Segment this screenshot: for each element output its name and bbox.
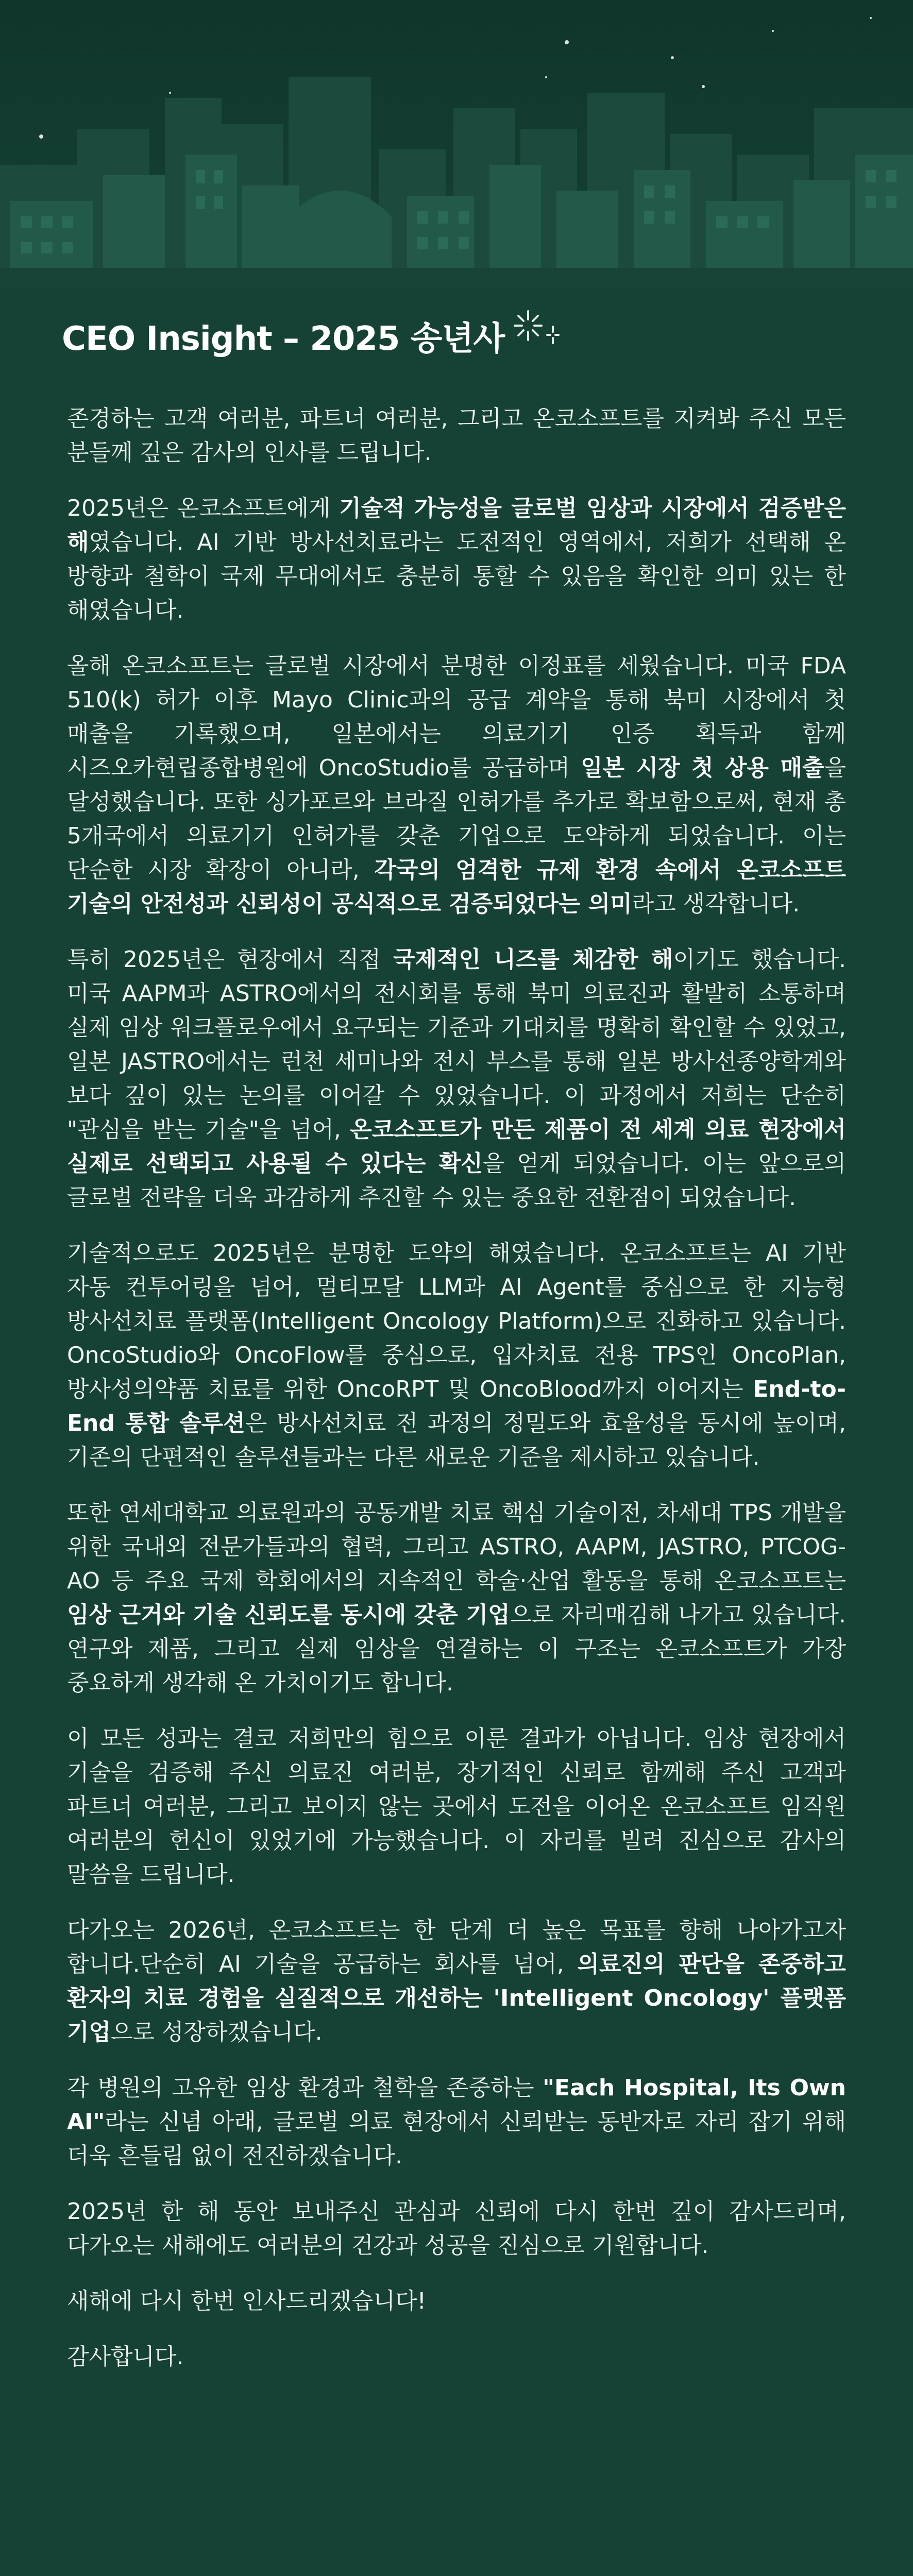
body-text: 을 얻게 되었습니다. 이는 앞으로의 글로벌 전략을 더욱 과감하게 추진할 수 있는 중요한 전환점이 되었습니다. — [67, 1150, 846, 1211]
body-text: 각 병원의 고유한 임상 환경과 철학을 존중하는 — [67, 2075, 543, 2101]
paragraph — [67, 943, 846, 1215]
body-text: 존경하는 고객 여러분, 파트너 여러분, 그리고 온코소프트를 지켜봐 주신 모든 분들께 깊은 감사의 인사를 드립니다. — [67, 405, 846, 466]
page-title: CEO Insight – 2025 송년사 — [62, 320, 505, 358]
paragraph — [67, 1496, 846, 1700]
paragraph — [67, 402, 846, 470]
emphasis-text: 기술적 가능성을 글로벌 임상과 시장에서 검증받은 해 — [67, 495, 846, 555]
paragraph — [67, 2340, 846, 2374]
body-text: 으로 자리매김해 나가고 있습니다. 연구와 제품, 그리고 실제 임상을 연결하는 이 구조는 온코소프트가 가장 중요하게 생각해 온 가치이기도 합니다. — [67, 1602, 847, 1696]
paragraph — [67, 649, 846, 921]
body-text: 2025년은 온코소프트에게 — [67, 495, 340, 521]
paragraph — [67, 2195, 846, 2263]
body-text: 라고 생각합니다. — [632, 891, 800, 917]
paragraph — [67, 1913, 846, 2049]
body-text: 2025년 한 해 동안 보내주신 관심과 신뢰에 다시 한번 깊이 감사드리며, 다가오는 새해에도 여러분의 건강과 성공을 진심으로 기원합니다. — [67, 2198, 846, 2259]
body-text: 으로 성장하겠습니다. — [111, 2019, 323, 2045]
body-text: 올해 온코소프트는 글로벌 시장에서 분명한 이정표를 세웠습니다. 미국 FDA 510(k) 허가 이후 Mayo Clinic과의 공급 계약을 통해 북미 시장에서 첫 매출을 기록했으며, 일본에서는 의료기기 인증 획득과 함께 시즈오카현립종합병원에 OncoStudio를 공급하며 — [67, 653, 846, 781]
emphasis-text: 일본 시장 첫 상용 매출 — [581, 755, 824, 781]
title-row — [62, 315, 566, 357]
paragraph — [67, 2071, 846, 2173]
body-text: 을 달성했습니다. 또한 싱가포르와 브라질 인허가를 추가로 확보함으로써, 현재 총 5개국에서 의료기기 인허가를 갖춘 기업으로 도약하게 되었습니다. 이는 단순한 시장 확장이 아니라, — [67, 755, 846, 883]
emphasis-text: "Each Hospital, Its Own AI" — [67, 2075, 846, 2135]
body-text: 또한 연세대학교 의료원과의 공동개발 치료 핵심 기술이전, 차세대 TPS 개발을 위한 국내외 전문가들과의 협력, 그리고 ASTRO, AAPM, JASTRO, PTCOG-AO 등 주요 국제 학회에서의 지속적인 학술·산업 활동을 통해 온코소프트는 — [67, 1500, 846, 1594]
body-text: 라는 신념 아래, 글로벌 의료 현장에서 신뢰받는 동반자로 자리 잡기 위해 더욱 흔들림 없이 전진하겠습니다. — [67, 2109, 846, 2169]
sparkle-icon — [510, 307, 566, 350]
body-text: 새해에 다시 한번 인사드리겠습니다! — [67, 2288, 427, 2314]
emphasis-text: 의료진의 판단을 존중하고 환자의 치료 경험을 실질적으로 개선하는 'Intelligent Oncology' 플랫폼 기업 — [67, 1951, 846, 2045]
body-text: 은 방사선치료 전 과정의 정밀도와 효율성을 동시에 높이며, 기존의 단편적인 솔루션들과는 다른 새로운 기준을 제시하고 있습니다. — [67, 1410, 846, 1470]
emphasis-text: 각국의 엄격한 규제 환경 속에서 온코소프트 기술의 안전성과 신뢰성이 공식적으로 검증되었다는 의미 — [67, 857, 846, 917]
body-text: 특히 2025년은 현장에서 직접 — [67, 946, 393, 973]
body-text: 였습니다. AI 기반 방사선치료라는 도전적인 영역에서, 저희가 선택해 온 방향과 철학이 국제 무대에서도 충분히 통할 수 있음을 확인한 의미 있는 한 해였습니다. — [67, 529, 846, 623]
body-text: 감사합니다. — [67, 2344, 184, 2370]
paragraph — [67, 1722, 846, 1892]
paragraph — [67, 492, 846, 628]
city-skyline-illustration — [0, 0, 913, 289]
body-text: 다가오는 2026년, 온코소프트는 한 단계 더 높은 목표를 향해 나아가고자 합니다.단순히 AI 기술을 공급하는 회사를 넘어, — [67, 1917, 846, 1977]
body-text: 이 모든 성과는 결코 저희만의 힘으로 이룬 결과가 아닙니다. 임상 현장에서 기술을 검증해 주신 의료진 여러분, 장기적인 신뢰로 함께해 주신 고객과 파트너 여러분, 그리고 보이지 않는 곳에서 도전을 이어온 온코소프트 임직원 여러분의 헌신이 있었기에 가능했습니다. 이 자리를 빌려 진심으로 감사의 말씀을 드립니다. — [67, 1725, 846, 1888]
emphasis-text: 국제적인 니즈를 체감한 해 — [393, 946, 673, 973]
letter-body — [67, 402, 846, 2396]
emphasis-text: End-to-End 통합 솔루션 — [67, 1376, 846, 1436]
body-text: 이기도 했습니다. 미국 AAPM과 ASTRO에서의 전시회를 통해 북미 의료진과 활발히 소통하며 실제 임상 워크플로우에서 요구되는 기준과 기대치를 명확히 확인할 수 있었고, 일본 JASTRO에서는 런천 세미나와 전시 부스를 통해 일본 방사선종양학계와 보다 깊이 있는 논의를 이어갈 수 있었습니다. 이 과정에서 저희는 단순히 "관심을 받는 기술"을 넘어, — [67, 946, 847, 1143]
body-text: 기술적으로도 2025년은 분명한 도약의 해였습니다. 온코소프트는 AI 기반 자동 컨투어링을 넘어, 멀티모달 LLM과 AI Agent를 중심으로 한 지능형 방사선치료 플랫폼(Intelligent Oncology Platform)으로 진화하고 있습니다. OncoStudio와 OncoFlow를 중심으로, 입자치료 전용 TPS인 OncoPlan, 방사성의약품 치료를 위한 OncoRPT 및 OncoBlood까지 이어지는 — [67, 1240, 846, 1402]
emphasis-text: 임상 근거와 기술 신뢰도를 동시에 갖춘 기업 — [67, 1602, 510, 1628]
paragraph — [67, 1236, 846, 1475]
emphasis-text: 온코소프트가 만든 제품이 전 세계 의료 현장에서 실제로 선택되고 사용될 수 있다는 확신 — [67, 1116, 846, 1177]
paragraph — [67, 2284, 846, 2318]
